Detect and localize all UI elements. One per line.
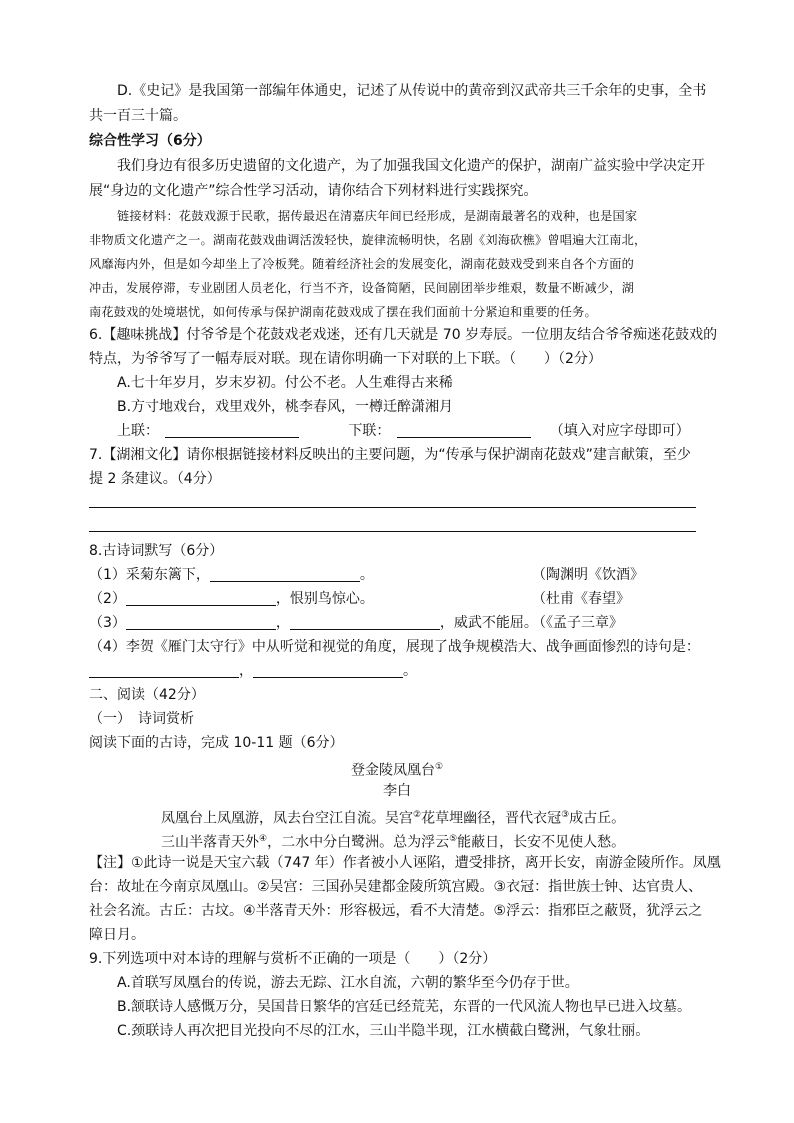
note-line-4: 障日月。 <box>89 927 145 943</box>
note-line-1: 【注】①此诗一说是天宝六载（747 年）作者被小人诬陷，遭受排挤，离开长安，南游金陵所作。凤凰 <box>89 855 721 871</box>
q7-answer-line-1[interactable] <box>89 507 696 508</box>
q6-lower-label: 下联： <box>348 423 391 439</box>
poem-author: 李白 <box>383 783 411 799</box>
q7-answer-line-2[interactable] <box>89 531 696 532</box>
poem-line-2-part-c: 能蔽日，长安不见使人愁。 <box>457 834 626 851</box>
q8-item-4-text: （4）李贺《雁门太守行》中从听觉和视觉的角度，展现了战争规模浩大、战争画面惨烈的诗句是： <box>89 639 700 655</box>
q8-item-3-prefix: （3） <box>89 615 126 631</box>
q6-option-a: A.七十年岁月，岁末岁初。付公不老。人生难得古来稀 <box>117 375 453 391</box>
material-line-5: 南花鼓戏的处境堪忧，如何传承与保护湖南花鼓戏成了摆在我们面前十分紧迫和重要的任务。 <box>89 305 597 319</box>
q8-item-1-prefix: （1）采菊东篱下， <box>89 567 210 583</box>
q6-line-2: 特点，为爷爷写了一幅寿辰对联。现在请你明确一下对联的上下联。（ ）（2分） <box>89 351 602 367</box>
note-line-2: 台：故址在今南京凤凰山。②吴宫：三国孙吴建都金陵所筑宫殿。③衣冠：指世族士钟、达官贵人、 <box>89 879 703 895</box>
q8-item-4-answer <box>89 660 417 682</box>
comprehensive-heading: 综合性学习（6分） <box>89 133 211 149</box>
q8-item-4-comma: ， <box>239 663 253 679</box>
poem-line-2 <box>161 828 625 854</box>
option-d-line-2: 共一百三十篇。 <box>89 108 187 124</box>
q8-item-3 <box>89 612 538 634</box>
reading-heading: 二、阅读（42分） <box>89 687 205 703</box>
poem-note-mark-2: ② <box>413 810 422 820</box>
q8-item-4-end: 。 <box>403 663 417 679</box>
comprehensive-intro-line-2: 展“身边的文化遗产”综合性学习活动，请你结合下列材料进行实践探究。 <box>89 183 538 199</box>
option-d-line-1: D.《史记》是我国第一部编年体通史，记述了从传说中的黄帝到汉武帝共三千余年的史事，全书 <box>117 83 707 99</box>
poem-line-1-part-a: 凤凰台上凤凰游，凤去台空江自流。吴宫 <box>161 810 413 827</box>
poem-title-text: 登金陵凤凰台 <box>350 762 435 779</box>
q8-item-3-source: （《孟子三章》 <box>532 615 623 631</box>
q6-upper-blank[interactable] <box>165 421 299 438</box>
q8-item-1-blank[interactable] <box>210 565 360 582</box>
poem-title-mark: ① <box>434 762 444 772</box>
q8-item-2-source: （杜甫《春望》 <box>532 591 630 607</box>
material-line-3: 风靡海内外，但是如今却坐上了冷板凳。随着经济社会的发展变化，湖南花鼓戏受到来自各个方面的 <box>89 257 635 271</box>
material-line-1: 链接材料：花鼓戏源于民歌，据传最迟在清嘉庆年间已经形成，是湖南最著名的戏种，也是国家 <box>117 209 638 223</box>
q8-item-3-suffix: ，威武不能屈。 <box>439 615 538 631</box>
q9-stem: 9.下列选项中对本诗的理解与赏析不正确的一项是（ ）（2分） <box>89 951 497 967</box>
poem-line-1-part-c: 成古丘。 <box>569 810 626 827</box>
reading-instruction: 阅读下面的古诗，完成 10-11 题（6分） <box>89 735 344 751</box>
q8-item-3-blank-2[interactable] <box>290 613 440 630</box>
note-line-3: 社会名流。古丘：古坟。④半落青天外：形容极远，看不大清楚。⑤浮云：指邪臣之蔽贤，犹浮云之 <box>89 903 703 919</box>
q8-item-4-blank-1[interactable] <box>89 661 239 678</box>
q8-heading: 8.古诗词默写（6分） <box>89 543 224 559</box>
poem-line-1-part-b: 花草埋幽径，晋代衣冠 <box>421 810 562 827</box>
poem-line-1 <box>161 804 625 830</box>
q9-option-b: B.颔联诗人感慨万分，吴国昔日繁华的宫廷已经荒芜，东晋的一代风流人物也早已进入坟墓。 <box>117 999 692 1015</box>
q6-option-b: B.方寸地戏台，戏里戏外，桃李春风，一樽迁醉潇湘月 <box>117 399 454 415</box>
q7-line-2: 提 2 条建议。（4分） <box>89 471 221 487</box>
comprehensive-intro-line-1: 我们身边有很多历史遗留的文化遗产，为了加强我国文化遗产的保护，湖南广益实验中学决定开 <box>117 158 705 174</box>
q8-item-2-prefix: （2） <box>89 591 126 607</box>
q8-item-1-source: （陶渊明《饮酒》 <box>532 567 644 583</box>
poem-note-mark-5: ⑤ <box>449 834 458 844</box>
q8-item-2 <box>89 588 374 610</box>
reading-subheading: （一） 诗词赏析 <box>89 711 194 727</box>
q6-upper-label: 上联： <box>117 423 159 439</box>
q8-item-2-suffix: ，恨别鸟惊心。 <box>275 591 374 607</box>
q6-line-1: 6.【趣味挑战】付爷爷是个花鼓戏老戏迷，还有几天就是 70 岁寿辰。一位朋友结合爷爷痴迷花鼓戏的 <box>89 327 718 343</box>
poem-title <box>0 756 794 782</box>
poem-note-mark-4: ④ <box>259 834 268 844</box>
poem-line-2-part-a: 三山半落青天外 <box>161 834 259 851</box>
q9-option-a: A.首联写凤凰台的传说，游去无踪、江水自流，六朝的繁华至今仍存于世。 <box>117 975 579 991</box>
q7-line-1: 7.【湖湘文化】请你根据链接材料反映出的主要问题，为“传承与保护湖南花鼓戏”建言献策，至少 <box>89 447 691 463</box>
q9-option-c: C.颈联诗人再次把目光投向不尽的江水，三山半隐半现，江水横截白鹭洲，气象壮丽。 <box>117 1023 650 1039</box>
q8-item-1-suffix: 。 <box>359 567 374 583</box>
material-line-2: 非物质文化遗产之一。湖南花鼓戏曲调活泼轻快，旋律流畅明快，名剧《刘海砍樵》曾唱遍大江南北， <box>89 233 647 247</box>
q8-item-3-comma: ， <box>275 615 290 631</box>
material-line-4: 冲击，发展停滞，专业剧团人员老化，行当不齐，设备简陋，民间剧团举步维艰，数量不断减少，湖 <box>89 281 635 295</box>
q8-item-3-blank-1[interactable] <box>126 613 276 630</box>
poem-note-mark-3: ③ <box>561 810 570 820</box>
q6-lower-blank[interactable] <box>397 421 531 438</box>
q8-item-4-blank-2[interactable] <box>253 661 403 678</box>
q8-item-2-blank[interactable] <box>126 589 276 606</box>
q8-item-1 <box>89 564 374 586</box>
poem-line-2-part-b: ，二水中分白鹭洲。总为浮云 <box>267 834 450 851</box>
q6-answer-row <box>117 420 690 442</box>
q6-hint: （填入对应字母即可） <box>549 423 690 439</box>
